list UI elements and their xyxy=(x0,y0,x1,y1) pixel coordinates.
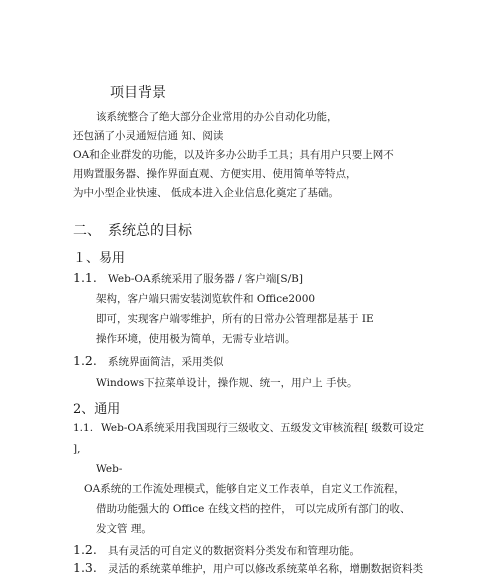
section-number: 二、 xyxy=(73,223,101,239)
paragraph-line: 还包涵了小灵通短信通 知、阅读 xyxy=(73,130,224,142)
item-line: 即可，实现客户端零维护，所有的日常办公管理都是基于 IE xyxy=(96,313,374,325)
paragraph-line: 为中小型企业快速、 低成本进入企业信息化奠定了基础。 xyxy=(73,187,339,199)
item-number: 1.2. xyxy=(73,542,97,557)
item-line: Windows下拉菜单设计，操作规、统一，用户上 手快。 xyxy=(96,377,358,389)
item-line: 操作环境，使用极为简单，无需专业培训。 xyxy=(96,333,296,345)
paragraph-line: OA和企业群发的功能，以及许多办公助手工具；具有用户只要上网不 xyxy=(73,149,394,161)
item-line: ], xyxy=(73,443,81,455)
section-title-goals: 系统总的目标 xyxy=(108,223,192,239)
item-line: 具有灵活的可自定义的数据资料分类发布和管理功能。 xyxy=(108,545,360,557)
item-number: 1.2. xyxy=(73,353,97,368)
item-number: 1.1. xyxy=(73,270,97,285)
item-line: OA系统的工作流处理模式，能够自定义工作表单，自定义工作流程， xyxy=(84,483,405,495)
item-line: 发文管 理。 xyxy=(96,523,152,535)
paragraph-line: 该系统整合了绝大部分企业常用的办公自动化功能， xyxy=(96,111,338,123)
item-line: 借助功能强大的 Office 在线文档的控件， 可以完成所有部门的收、 xyxy=(96,503,411,515)
paragraph-line: 用购置服务器、操作界面直观、方便实用、使用简单等特点， xyxy=(73,168,357,180)
item-number: 1.3. xyxy=(73,560,97,575)
item-line: Web- xyxy=(96,463,123,475)
item-line: 灵活的系统菜单维护，用户可以修改系统菜单名称，增删数据资料类 xyxy=(108,563,423,575)
section-title-background: 项目背景 xyxy=(110,85,166,101)
subsection-title-general: 2、通用 xyxy=(73,402,121,417)
subsection-title-easy: １、易用 xyxy=(73,251,126,266)
item-line: 架构，客户端只需安装浏览软件和 Office2000 xyxy=(96,293,316,305)
item-line: Web-OA系统采用了服务器 / 客户端[S/B] xyxy=(108,273,303,285)
item-line: 系统界面简洁，采用类似 xyxy=(108,356,224,368)
item-number: 1.1. xyxy=(73,422,94,434)
item-line: Web-OA系统采用我国现行三级收文、五级发文审核流程[ 级数可设定 xyxy=(101,422,425,434)
